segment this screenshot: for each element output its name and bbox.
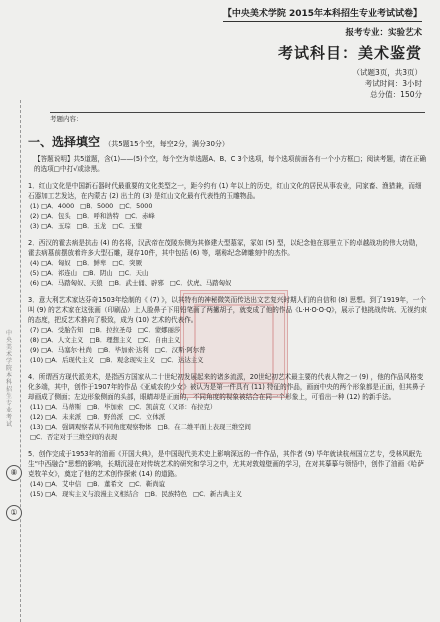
option-row[interactable] — [30, 325, 428, 335]
option-row[interactable] — [30, 422, 428, 432]
answer-instructions: 【答题说明】共5道题，含(1)——(5)个空，每个空为单选题A、B、C 3个选项，每个选项前面各有一个小方框□；阅读考题，请在正确的选项□中打√或涂黑。 — [34, 155, 426, 173]
margin-vertical-text: 中央美术学院本科招生专业考试 — [6, 330, 13, 428]
option-a[interactable]: (2) □A．包头 — [30, 212, 71, 220]
option-a[interactable]: (4) □A．匈奴 — [30, 259, 71, 267]
section-title — [28, 133, 428, 150]
exam-major: 报考专业：实验艺术 — [345, 28, 422, 38]
question-3 — [28, 295, 428, 365]
option-a[interactable]: (14) □A．艾中信 — [30, 480, 82, 488]
option-b[interactable]: □B．理想主义 — [89, 336, 132, 344]
option-a[interactable]: (9) □A．马塞尔·杜尚 — [30, 346, 92, 354]
option-a[interactable]: (5) □A．祁连山 — [30, 269, 78, 277]
margin-circle-mark: ① — [6, 505, 22, 521]
option-b[interactable]: □B．呼和浩特 — [76, 212, 120, 220]
exam-banner: 【中央美术学院 2015年本科招生专业考试试卷】 — [223, 6, 422, 22]
option-b[interactable]: □B．鲜卑 — [76, 259, 107, 267]
option-a[interactable]: (12) □A．未来派 — [30, 413, 82, 421]
option-row[interactable] — [30, 221, 428, 231]
option-c[interactable]: □C．5000 — [119, 202, 153, 210]
question-5 — [28, 449, 428, 499]
option-row[interactable] — [30, 258, 428, 268]
option-list — [28, 479, 428, 499]
option-c[interactable]: □C．立体派 — [129, 413, 166, 421]
option-c[interactable]: □C．否定对于三维空间的表现 — [30, 433, 118, 441]
question-4 — [28, 372, 428, 442]
option-b[interactable]: □B．5000 — [80, 202, 114, 210]
option-c[interactable]: □C．赤峰 — [125, 212, 155, 220]
option-a[interactable]: (6) □A．马踏匈奴、天狼 — [30, 279, 103, 287]
option-row[interactable] — [30, 278, 428, 288]
option-row[interactable] — [30, 335, 428, 345]
exam-header — [223, 6, 422, 100]
option-a[interactable]: (13) □A．强调观察者从不同角度观察物体 — [30, 423, 152, 431]
option-row[interactable] — [30, 479, 428, 489]
option-row[interactable] — [30, 201, 428, 211]
option-c[interactable]: □C．凯前克（又译：布拉克） — [129, 403, 217, 411]
option-list — [28, 201, 428, 231]
exam-pages: （试题3页，共3页） — [352, 68, 422, 77]
question-text: 4．所谓西方现代派美术，是指西方国家从二十世纪初发展起来的诸多流派，20世纪初艺术最主要的代表人物之一 (9) ，他的作品风格变化多端，其中，创作于1907年的作品《亚威农的少女》被认为是第一件具有 (11) 特征的作品，画面中央的两个形象都是正面，但其鼻子却画成了侧面；左边形象侧面的头部，眼睛却是正面的，不同角度的视象被结合在同一个形象上，可看出一种 (12) 的新手法。 — [28, 373, 426, 401]
question-2 — [28, 238, 428, 288]
option-row[interactable] — [30, 489, 428, 499]
section-heading: 一、选择填空 — [28, 135, 101, 149]
option-row[interactable] — [30, 355, 428, 365]
option-a[interactable]: (10) □A．后现代主义 — [30, 356, 94, 364]
exam-meta — [223, 67, 422, 100]
question-text: 5．创作完成于1953年的油画《开国大典》，是中国现代美术史上影响深远的一件作品，其作者 (9) 毕年就读杭州国立艺专，受林风眠先生“中西融合”思想的影响，长期沉浸在对传统艺术的研究和学习之中，尤其对敦煌壁画的学习，在对其摹摹与领悟中，创作了油画《哈萨克牧羊女》，奠定了他的艺术创作探索 (14) 的道路。 — [28, 450, 424, 478]
option-list — [28, 402, 428, 442]
topic-divider — [50, 112, 425, 113]
option-c[interactable]: □C．汉斯·阿尔普 — [154, 346, 206, 354]
option-c[interactable]: □C．玉璧 — [112, 222, 142, 230]
option-row[interactable] — [30, 211, 428, 221]
question-text: 2．西汉的霍去病是抗击 (4) 的名将，汉武帝在茂陵东侧为其修建大型墓冢，冢如 (5) 型，以纪念他在那里立下的卓越战功的伟大功勋，霍去病墓前摆放着许多大型石雕，现存10件，其中包括 (6) 等，堪称纪念碑雕刻中的杰作。 — [28, 239, 422, 257]
option-c[interactable]: □C．突厥 — [112, 259, 142, 267]
option-c[interactable]: □C．蒙娜丽莎 — [137, 326, 181, 334]
option-a[interactable]: (1) □A．4000 — [30, 202, 75, 210]
section-multiple-choice — [28, 133, 428, 499]
option-c[interactable]: □C．自由主义 — [137, 336, 181, 344]
question-text: 3．意大利艺术家达芬奇1503年绘制的《 (7) 》，以其特有的神秘微笑而传达出文艺复兴时期人们的自信和 (8) 思想。到了1919年，一个叫 (9) 的艺术家在这张画（印刷品）上人脸鼻子下用铅笔画了两撇胡子，就变成了他的作品《L·H·O·O·Q》，展示了他挑战传统、无视约束的态度，把反艺术推向了极致，成为 (10) 艺术的代表作。 — [28, 296, 427, 324]
exam-subject-title: 考试科目：美术鉴赏 — [277, 44, 422, 62]
option-b[interactable]: □B．在二维平面上表现三维空间 — [157, 423, 251, 431]
option-b[interactable]: □B．阴山 — [83, 269, 113, 277]
option-b[interactable]: □B．毕加索 — [87, 403, 124, 411]
option-b[interactable]: □B．毕加索·达利 — [97, 346, 149, 354]
margin-circle-mark: ⑧ — [6, 465, 22, 481]
option-b[interactable]: □B．民族特色 — [144, 490, 188, 498]
exam-total-score: 总分值：150分 — [370, 90, 422, 99]
option-c[interactable]: □C．天山 — [118, 269, 149, 277]
binding-margin-line — [20, 100, 21, 622]
option-a[interactable]: (7) □A．受胎告知 — [30, 326, 84, 334]
section-points: （共5题15个空，每空2分，满分30分） — [104, 140, 229, 148]
option-b[interactable]: □B．观念现实主义 — [99, 356, 156, 364]
exam-time: 考试时间：3小时 — [364, 79, 422, 88]
question-1 — [28, 181, 428, 231]
option-c[interactable]: □C．靳尚谊 — [129, 480, 166, 488]
option-row[interactable] — [30, 345, 428, 355]
topic-label: 考题内容： — [50, 115, 83, 123]
option-list — [28, 258, 428, 288]
option-a[interactable]: (8) □A．人文主义 — [30, 336, 84, 344]
option-list — [28, 325, 428, 365]
option-b[interactable]: □B．拉拉圣母 — [89, 326, 132, 334]
question-text: 1．红山文化是中国新石器时代最重要的文化类型之一，距今约有 (1) 年以上的历史，红山文化的居民从事农业，同家畜、渔猎兼，而细石器加工艺发达，在内蒙古 (2) 出土的 (3) 是红山文化最有代表性的玉雕物品。 — [28, 182, 422, 200]
option-a[interactable]: (3) □A．玉琮 — [30, 222, 71, 230]
option-c[interactable]: □C．达达主义 — [161, 356, 204, 364]
option-row[interactable] — [30, 412, 428, 422]
option-row[interactable] — [30, 432, 428, 442]
option-c[interactable]: □C．新古典主义 — [193, 490, 242, 498]
option-b[interactable]: □B．董希文 — [87, 480, 124, 488]
option-a[interactable]: (15) □A．现实主义与浪漫主义相结合 — [30, 490, 139, 498]
option-a[interactable]: (11) □A．马蒂斯 — [30, 403, 82, 411]
option-row[interactable] — [30, 402, 428, 412]
option-b[interactable]: □B．武士俑、辟邪 — [108, 279, 164, 287]
option-b[interactable]: □B．野兽派 — [87, 413, 124, 421]
option-row[interactable] — [30, 268, 428, 278]
option-c[interactable]: □C．伏虎、马踏匈奴 — [169, 279, 232, 287]
option-b[interactable]: □B．玉龙 — [76, 222, 107, 230]
